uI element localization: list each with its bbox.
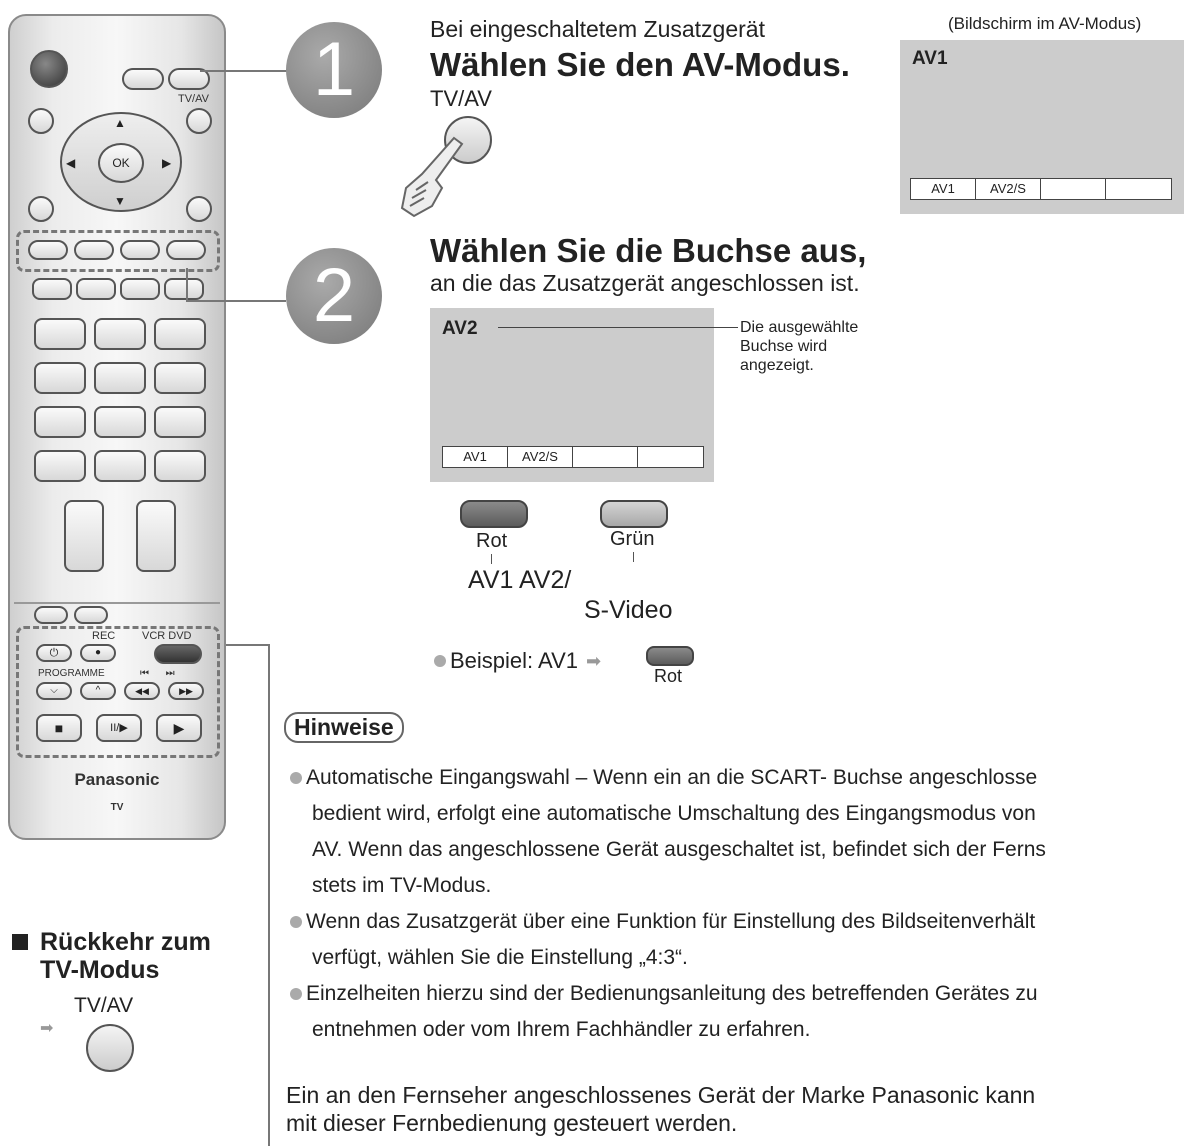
- step-2-tab-row: [442, 446, 704, 468]
- number-button[interactable]: [154, 362, 206, 394]
- pointing-hand-icon: [396, 132, 476, 222]
- bullet-icon: [290, 772, 302, 784]
- number-button[interactable]: [94, 362, 146, 394]
- callout-text: [740, 318, 858, 375]
- tab-empty: [1041, 179, 1106, 199]
- vcr-power-button[interactable]: ⏻: [36, 644, 72, 662]
- number-button[interactable]: [154, 450, 206, 482]
- rec-label: REC: [92, 630, 116, 642]
- example-red-button: [646, 646, 694, 666]
- callout-line: [498, 327, 738, 328]
- tab-av2s: AV2/S: [508, 447, 573, 467]
- play-button[interactable]: ▶: [156, 714, 202, 742]
- fast-forward-button[interactable]: ▶▶: [168, 682, 204, 700]
- number-button[interactable]: [34, 450, 86, 482]
- side-button-bottom-left[interactable]: [28, 196, 54, 222]
- example-red-label: Rot: [654, 666, 683, 686]
- rewind-button[interactable]: ◀◀: [124, 682, 160, 700]
- pause-button[interactable]: II/▶: [96, 714, 142, 742]
- green-remote-button[interactable]: [74, 240, 114, 260]
- note-text: verfügt, wählen Sie die Einstellung „4:3“.: [312, 946, 688, 969]
- side-button-top-left[interactable]: [28, 108, 54, 134]
- red-label: Rot: [476, 530, 508, 552]
- bullet-icon: [434, 655, 446, 667]
- step-2-subtitle: an die das Zusatzgerät angeschlossen ist.: [430, 270, 860, 296]
- step-1-tab-row: [910, 178, 1172, 200]
- step-1-subtitle: Bei eingeschaltetem Zusatzgerät: [430, 16, 765, 42]
- red-remote-button[interactable]: [28, 240, 68, 260]
- number-button[interactable]: [154, 406, 206, 438]
- connector-line-2-vert: [186, 268, 188, 302]
- tab-av2s: AV2/S: [976, 179, 1041, 199]
- notes-list: [290, 760, 1195, 1048]
- programme-up-button[interactable]: ^: [80, 682, 116, 700]
- mapping-line-2: S-Video: [584, 596, 673, 624]
- bullet-icon: [290, 916, 302, 928]
- number-button[interactable]: [94, 406, 146, 438]
- step-1-title: Wählen Sie den AV-Modus.: [430, 46, 850, 83]
- green-button[interactable]: [600, 500, 668, 528]
- number-button[interactable]: [34, 362, 86, 394]
- remote-divider: [14, 602, 220, 604]
- step-1-screen-title: AV1: [912, 48, 948, 69]
- note-text: Einzelheiten hierzu sind der Bedienungsanleitung des betreffenden Gerätes zu: [306, 982, 1038, 1005]
- number-button[interactable]: [154, 318, 206, 350]
- power-button[interactable]: [30, 50, 68, 88]
- vcr-dvd-switch[interactable]: [154, 644, 202, 664]
- step-2-title: Wählen Sie die Buchse aus,: [430, 232, 867, 269]
- step-1-screen: [900, 40, 1184, 214]
- number-button[interactable]: [34, 406, 86, 438]
- side-button-bottom-right[interactable]: [186, 196, 212, 222]
- blue-remote-button[interactable]: [166, 240, 206, 260]
- green-label: Grün: [610, 528, 655, 550]
- example-text: Beispiel: AV1: [450, 648, 579, 673]
- callout-line-1: Die ausgewählte: [740, 319, 859, 336]
- note-text: Automatische Eingangswahl – Wenn ein an die SCART- Buchse angeschlosse: [306, 766, 1038, 789]
- connector-line-2: [186, 300, 286, 302]
- tab-empty: [573, 447, 638, 467]
- brand-logo: Panasonic: [74, 770, 160, 789]
- mapping-line-1: AV1 AV2/: [468, 566, 572, 594]
- callout-line-3: angezeigt.: [740, 357, 814, 374]
- ok-label: OK: [112, 156, 130, 170]
- small-button-left[interactable]: [34, 606, 68, 624]
- note-text: Wenn das Zusatzgerät über eine Funktion für Einstellung des Bildseitenverhält: [306, 910, 1036, 933]
- green-tick: [633, 552, 634, 562]
- model-label: TV: [110, 802, 124, 813]
- tab-empty: [1106, 179, 1170, 199]
- rec-button[interactable]: ●: [80, 644, 116, 662]
- stop-button[interactable]: ■: [36, 714, 82, 742]
- step-1-number: 1: [286, 22, 382, 118]
- arrow-up-icon[interactable]: ▲: [114, 116, 126, 130]
- tab-av1: AV1: [911, 179, 976, 199]
- vcr-dvd-label: VCR DVD: [142, 630, 192, 642]
- step-1-button-label: TV/AV: [430, 86, 492, 111]
- yellow-remote-button[interactable]: [120, 240, 160, 260]
- step-1-screen-caption: (Bildschirm im AV-Modus): [948, 14, 1142, 33]
- note-item-1: [290, 760, 1195, 904]
- connector-line-3: [226, 644, 270, 646]
- note-text: AV. Wenn das angeschlossene Gerät ausgeschaltet ist, befindet sich der Ferns: [312, 838, 1046, 861]
- side-button-top-right[interactable]: [186, 108, 212, 134]
- skip-labels: ⏮ ⏭: [140, 668, 175, 679]
- notes-heading: Hinweise: [284, 712, 404, 743]
- remote-control: [8, 14, 226, 840]
- programme-label: PROGRAMME: [38, 668, 105, 679]
- ok-button[interactable]: [98, 143, 144, 183]
- note-text: stets im TV-Modus.: [312, 874, 492, 897]
- volume-rocker[interactable]: [64, 500, 104, 572]
- red-tick: [491, 554, 492, 564]
- note-text: bedient wird, erfolgt eine automatische Umschaltung des Eingangsmodus von: [312, 802, 1036, 825]
- red-button[interactable]: [460, 500, 528, 528]
- function-button-4[interactable]: [164, 278, 204, 300]
- return-tvav-button[interactable]: [86, 1024, 134, 1072]
- note-text: entnehmen oder vom Ihrem Fachhändler zu erfahren.: [312, 1018, 811, 1041]
- connector-line-1: [200, 70, 292, 72]
- arrow-right-icon: ➡: [586, 650, 602, 671]
- small-button-right[interactable]: [74, 606, 108, 624]
- number-button[interactable]: [34, 318, 86, 350]
- footer-line-1: Ein an den Fernseher angeschlossenes Gerät der Marke Panasonic kann: [286, 1082, 1036, 1108]
- step-2-screen-title: AV2: [442, 318, 478, 339]
- example-line: [434, 648, 609, 674]
- arrow-right-icon: ➡: [40, 1020, 54, 1037]
- function-button-3[interactable]: [120, 278, 160, 300]
- tab-av1: AV1: [443, 447, 508, 467]
- tvav-remote-label: TV/AV: [178, 93, 209, 105]
- function-button-1[interactable]: [32, 278, 72, 300]
- step-2-number: 2: [286, 248, 382, 344]
- number-button[interactable]: [94, 450, 146, 482]
- function-button-2[interactable]: [76, 278, 116, 300]
- arrow-right-icon[interactable]: ▶: [162, 156, 172, 170]
- square-bullet-icon: [12, 934, 28, 950]
- return-title-1: Rückkehr zum: [40, 928, 211, 956]
- programme-down-button[interactable]: ⌵: [36, 682, 72, 700]
- note-item-2: [290, 904, 1195, 976]
- bullet-icon: [290, 988, 302, 1000]
- arrow-down-icon[interactable]: ▼: [114, 194, 126, 208]
- footer-line-2: mit dieser Fernbedienung gesteuert werden.: [286, 1110, 738, 1136]
- step-2-screen: [430, 308, 714, 482]
- note-item-3: [290, 976, 1195, 1048]
- tab-empty: [638, 447, 702, 467]
- channel-rocker[interactable]: [136, 500, 176, 572]
- number-button[interactable]: [94, 318, 146, 350]
- connector-line-3-vert: [268, 644, 270, 1146]
- return-title-2: TV-Modus: [40, 956, 160, 984]
- return-button-label: TV/AV: [74, 994, 134, 1017]
- callout-line-2: Buchse wird: [740, 338, 828, 355]
- remote-top-button-a[interactable]: [122, 68, 164, 90]
- arrow-left-icon[interactable]: ◀: [66, 156, 76, 170]
